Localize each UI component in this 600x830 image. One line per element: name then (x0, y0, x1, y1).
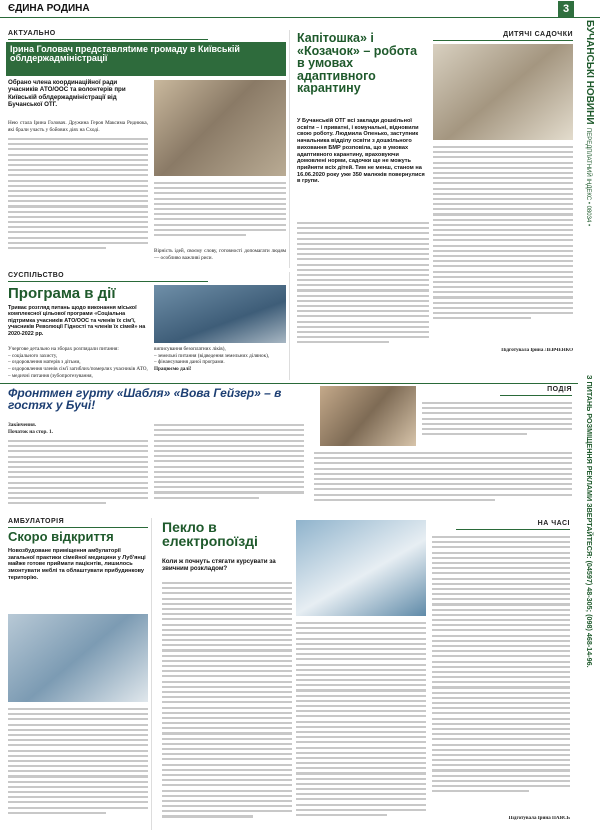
item-social-protection: – соціального захисту, (8, 352, 58, 359)
lead: У Бучанській ОТГ всі заклади дошкільної освіти – і приватні, і комунальні, відновили свою роботу. Людмила Опенько, заступник начальника відділу освіти з дошкільного виховання БМР розповіла, що в умовах адаптивного карантину, враховуючи домовлені норми, садочки ще не можуть прийняти всіх дітей. Тим не менш, станом на 16.06.2020 року уже 350 малюків повернулися в групи. (297, 118, 425, 185)
item-families-health: – оздоровлення членів сім'ї загиблих/померлих учасників АТО, (8, 365, 148, 372)
intro-label: Закінчення. (8, 422, 37, 428)
lead: Триває розгляд питань щодо виконання міської комплексної цільової програми «Соціальна підтримка учасників АТО/ООС та членів їх сім'ї, учасників Революції Гідності та членів їх сімей» на 2020-2022 рр. (8, 305, 146, 337)
body-text-col2 (154, 180, 286, 246)
body-text-col4 (422, 400, 572, 446)
photo-singer (320, 386, 416, 446)
photo-train (296, 520, 426, 616)
body-start: Нею стала Ірина Головач. Дружина Героя Максима Риднюка, які брали участь у бойових діях на Сході. (8, 120, 148, 133)
page-header (0, 0, 600, 18)
headline-band (6, 42, 286, 76)
rubric-right-box (433, 31, 573, 41)
article-kindergarten (293, 30, 575, 360)
society-items-right (154, 346, 286, 380)
item-mothers-health: – оздоровлення матерів з дітьми, (8, 359, 81, 366)
rubric-event: ПОДІЯ (500, 386, 572, 396)
body-text-col1 (162, 580, 292, 826)
society-items-left (8, 346, 148, 380)
item-medical: – медичні питання (зубопротезування, (8, 372, 93, 379)
rubric-aktualno: АКТУАЛЬНО (8, 30, 208, 40)
headline: Ірина Головач представляtиме громаду в Київській облдержадміністрації (10, 45, 240, 64)
body-text-col2 (296, 620, 426, 826)
signature: Підготувала Ірина ПАЯСЬ (508, 816, 570, 821)
headline: Капітошка» і «Козачок» – робота в умовах адаптивного карантину (297, 32, 418, 95)
body-text-col1 (297, 220, 429, 358)
side-strip (578, 20, 600, 830)
headline: Пекло в електропоїзді (162, 520, 258, 549)
article-society (0, 272, 290, 380)
intro-ref: Початок на стор. 1. (8, 428, 53, 435)
body-text-col2 (433, 144, 573, 344)
photo-building (8, 614, 148, 702)
photo-meeting-hall (154, 285, 286, 343)
rubric-kindergartens: ДИТЯЧІ САДОЧКИ (503, 31, 573, 38)
body-text (8, 706, 148, 826)
body-text-col1 (8, 438, 148, 514)
section-name: ЄДИНА РОДИНА (8, 3, 90, 14)
side-ad-text: З ПИТАНЬ РОЗМІЩЕННЯ РЕКЛАМИ ЗВЕРТАЙТЕСЯ: (04597) 48-305; (098) 468-14-96. (585, 375, 594, 668)
photo-kids (433, 44, 573, 140)
item-free-medicine: виписування безоплатних ліків), (154, 346, 226, 352)
article-frontman (0, 383, 578, 515)
headline: Фронтмен гурту «Шабля» «Вова Гейзер» – в гостях у Бучі! (8, 387, 282, 412)
rubric-topical: НА ЧАСІ (456, 520, 570, 530)
article-aktualno (0, 30, 290, 268)
side-meta: ПЕРЕДПЛАТНИЙ ІНДЕКС • 08034 • (585, 127, 591, 227)
lead: Обрано члена координаційної ради учасників АТО/ООС та волонтерів при Київській облдержадміністрації від Бучанської ОТГ. (8, 79, 126, 109)
item-land: – земельні питання (відведення земельних ділянок), (154, 352, 270, 359)
intro-box (8, 422, 148, 436)
rubric-society: СУСПІЛЬСТВО (8, 272, 208, 282)
body-text-col3 (432, 534, 570, 814)
headline: Програма в дії (8, 286, 116, 302)
lead: Новозбудоване приміщення амбулаторії загальної практики сімейної медицини у Луб'янці майже готове приймати пацієнтів, лишилось змонтувати меблі та облаштувати прибудинкову територію. (8, 548, 146, 581)
side-title: БУЧАНСЬКІ НОВИНИ (584, 20, 595, 125)
rubric-clinic: АМБУЛАТОРІЯ (8, 518, 148, 528)
body-text-col2 (154, 422, 304, 512)
article-clinic (0, 518, 152, 830)
intro: Учергове детально на зборах розглядали питання: (8, 346, 119, 352)
item-financing: – фінансування даної програми. (154, 359, 225, 366)
lead: Коли ж почнуть стягати курсувати за звичним розкладом? (162, 558, 276, 573)
body-text-col3 (314, 450, 572, 514)
body-end: Вірність ідей, своєму слову, готовності допомагати людям — особливо важливі риси. (154, 248, 286, 261)
photo-meeting (154, 80, 286, 176)
headline: Скоро відкриття (8, 530, 114, 544)
item-closing: Працюємо далі! (154, 365, 192, 372)
article-train (156, 518, 576, 830)
body-text-col1 (8, 136, 148, 262)
page-number: 3 (558, 1, 574, 17)
signature: Підготувала Ірина ЛЕВЧЕНКО (501, 348, 573, 353)
